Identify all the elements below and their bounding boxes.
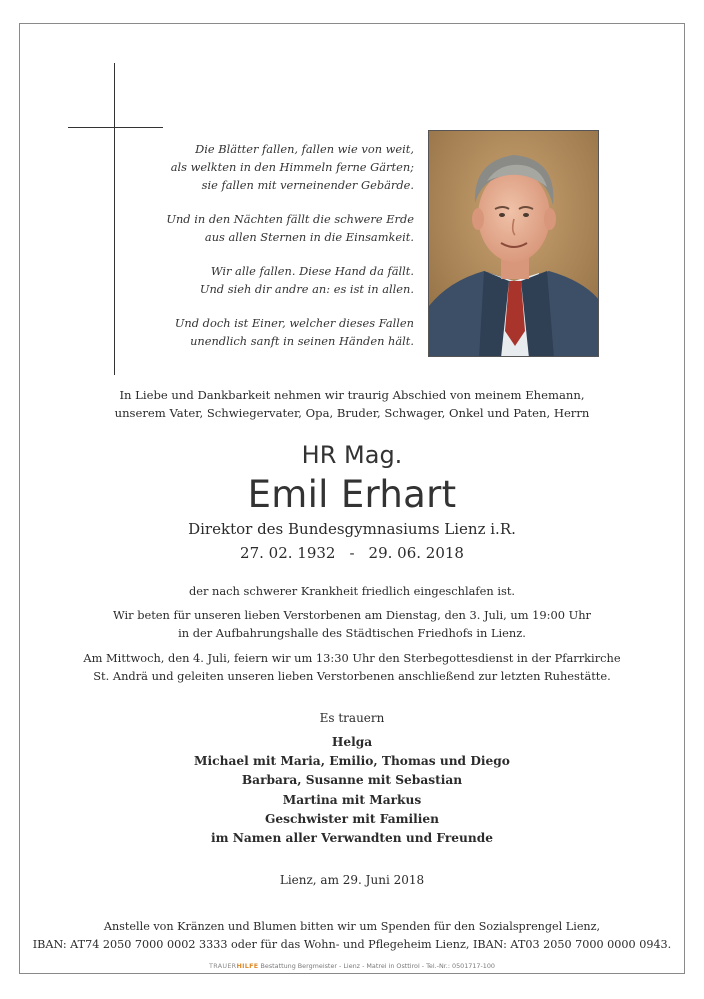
poem-line: sie fallen mit verneinender Gebärde.: [201, 178, 414, 192]
poem-stanza: [114, 140, 414, 194]
footer-brand-part2: HILFE: [236, 962, 259, 970]
birth-date: 27. 02. 1932: [240, 544, 336, 562]
poem-line: Und in den Nächten fällt die schwere Erde: [166, 212, 414, 226]
footer-brand-part1: TRAUER: [209, 962, 237, 970]
mourner-entry: Helga: [331, 735, 373, 749]
passing-note: [19, 582, 685, 600]
poem-line: unendlich sanft in seinen Händen hält.: [190, 334, 414, 348]
poem-line: Und sieh dir andre an: es ist in allen.: [199, 282, 414, 296]
deceased-title: HR Mag.: [301, 441, 403, 469]
date-separator: -: [349, 544, 355, 562]
paragraph-line: St. Andrä und geleiten unseren lieben Verstorbenen anschließend zur letzten Ruhestätte.: [93, 669, 611, 683]
poem: [114, 140, 414, 366]
deceased-name: Emil Erhart: [247, 473, 457, 516]
mourner-entry: im Namen aller Verwandten und Freunde: [210, 831, 493, 846]
mourning-intro: Es trauern: [319, 711, 385, 725]
intro-line: unserem Vater, Schwiegervater, Opa, Bruder, Schwager, Onkel und Paten, Herrn: [114, 406, 590, 420]
life-dates: [19, 542, 685, 564]
paragraph-line: der nach schwerer Krankheit friedlich eingeschlafen ist.: [188, 584, 516, 598]
footer: [19, 961, 685, 971]
poem-line: Wir alle fallen. Diese Hand da fällt.: [210, 264, 414, 278]
paragraph-line: in der Aufbahrungshalle des Städtischen Friedhofs in Lienz.: [178, 626, 526, 640]
mourner-entry: Barbara, Susanne mit Sebastian: [241, 773, 463, 788]
mourner-entry: Geschwister mit Familien: [264, 811, 440, 826]
place-date: Lienz, am 29. Juni 2018: [279, 873, 425, 887]
mourner-entry: Martina mit Markus: [282, 792, 422, 807]
intro-text: [19, 386, 685, 422]
prayer-note: [19, 606, 685, 642]
footer-text: Bestattung Bergmeister - Lienz - Matrei in Osttirol - Tel.-Nr.: 0501717-100: [260, 962, 495, 970]
donation-line: Anstelle von Kränzen und Blumen bitten wir um Spenden für den Sozialsprengel Lienz,: [103, 920, 601, 933]
poem-stanza: [114, 262, 414, 298]
mourner-entry: Michael mit Maria, Emilio, Thomas und Diego: [194, 754, 510, 769]
death-date: 29. 06. 2018: [368, 544, 464, 562]
portrait-illustration: [429, 131, 599, 357]
donation-note: [19, 918, 685, 954]
poem-stanza: [114, 210, 414, 246]
poem-line: Die Blätter fallen, fallen wie von weit,: [195, 142, 414, 156]
poem-stanza: [114, 314, 414, 350]
cross-horizontal-bar: [68, 127, 163, 128]
portrait-photo: [428, 130, 599, 357]
paragraph-line: Wir beten für unseren lieben Verstorbenen am Dienstag, den 3. Juli, um 19:00 Uhr: [112, 608, 592, 622]
intro-line: In Liebe und Dankbarkeit nehmen wir traurig Abschied von meinem Ehemann,: [119, 388, 585, 402]
paragraph-line: Am Mittwoch, den 4. Juli, feiern wir um 13:30 Uhr den Sterbegottesdienst in der Pfarrkirche: [83, 651, 621, 665]
poem-line: Und doch ist Einer, welcher dieses Fallen: [174, 316, 414, 330]
poem-line: als welkten in den Himmeln ferne Gärten;: [170, 160, 414, 174]
deceased-role: Direktor des Bundesgymnasiums Lienz i.R.: [188, 520, 516, 538]
poem-line: aus allen Sternen in die Einsamkeit.: [204, 230, 414, 244]
mourners-list: [19, 733, 685, 848]
funeral-service-note: [19, 649, 685, 685]
donation-line: IBAN: AT74 2050 7000 0002 3333 oder für das Wohn- und Pflegeheim Lienz, IBAN: AT03 2050 7000 0000 0943.: [32, 938, 672, 951]
